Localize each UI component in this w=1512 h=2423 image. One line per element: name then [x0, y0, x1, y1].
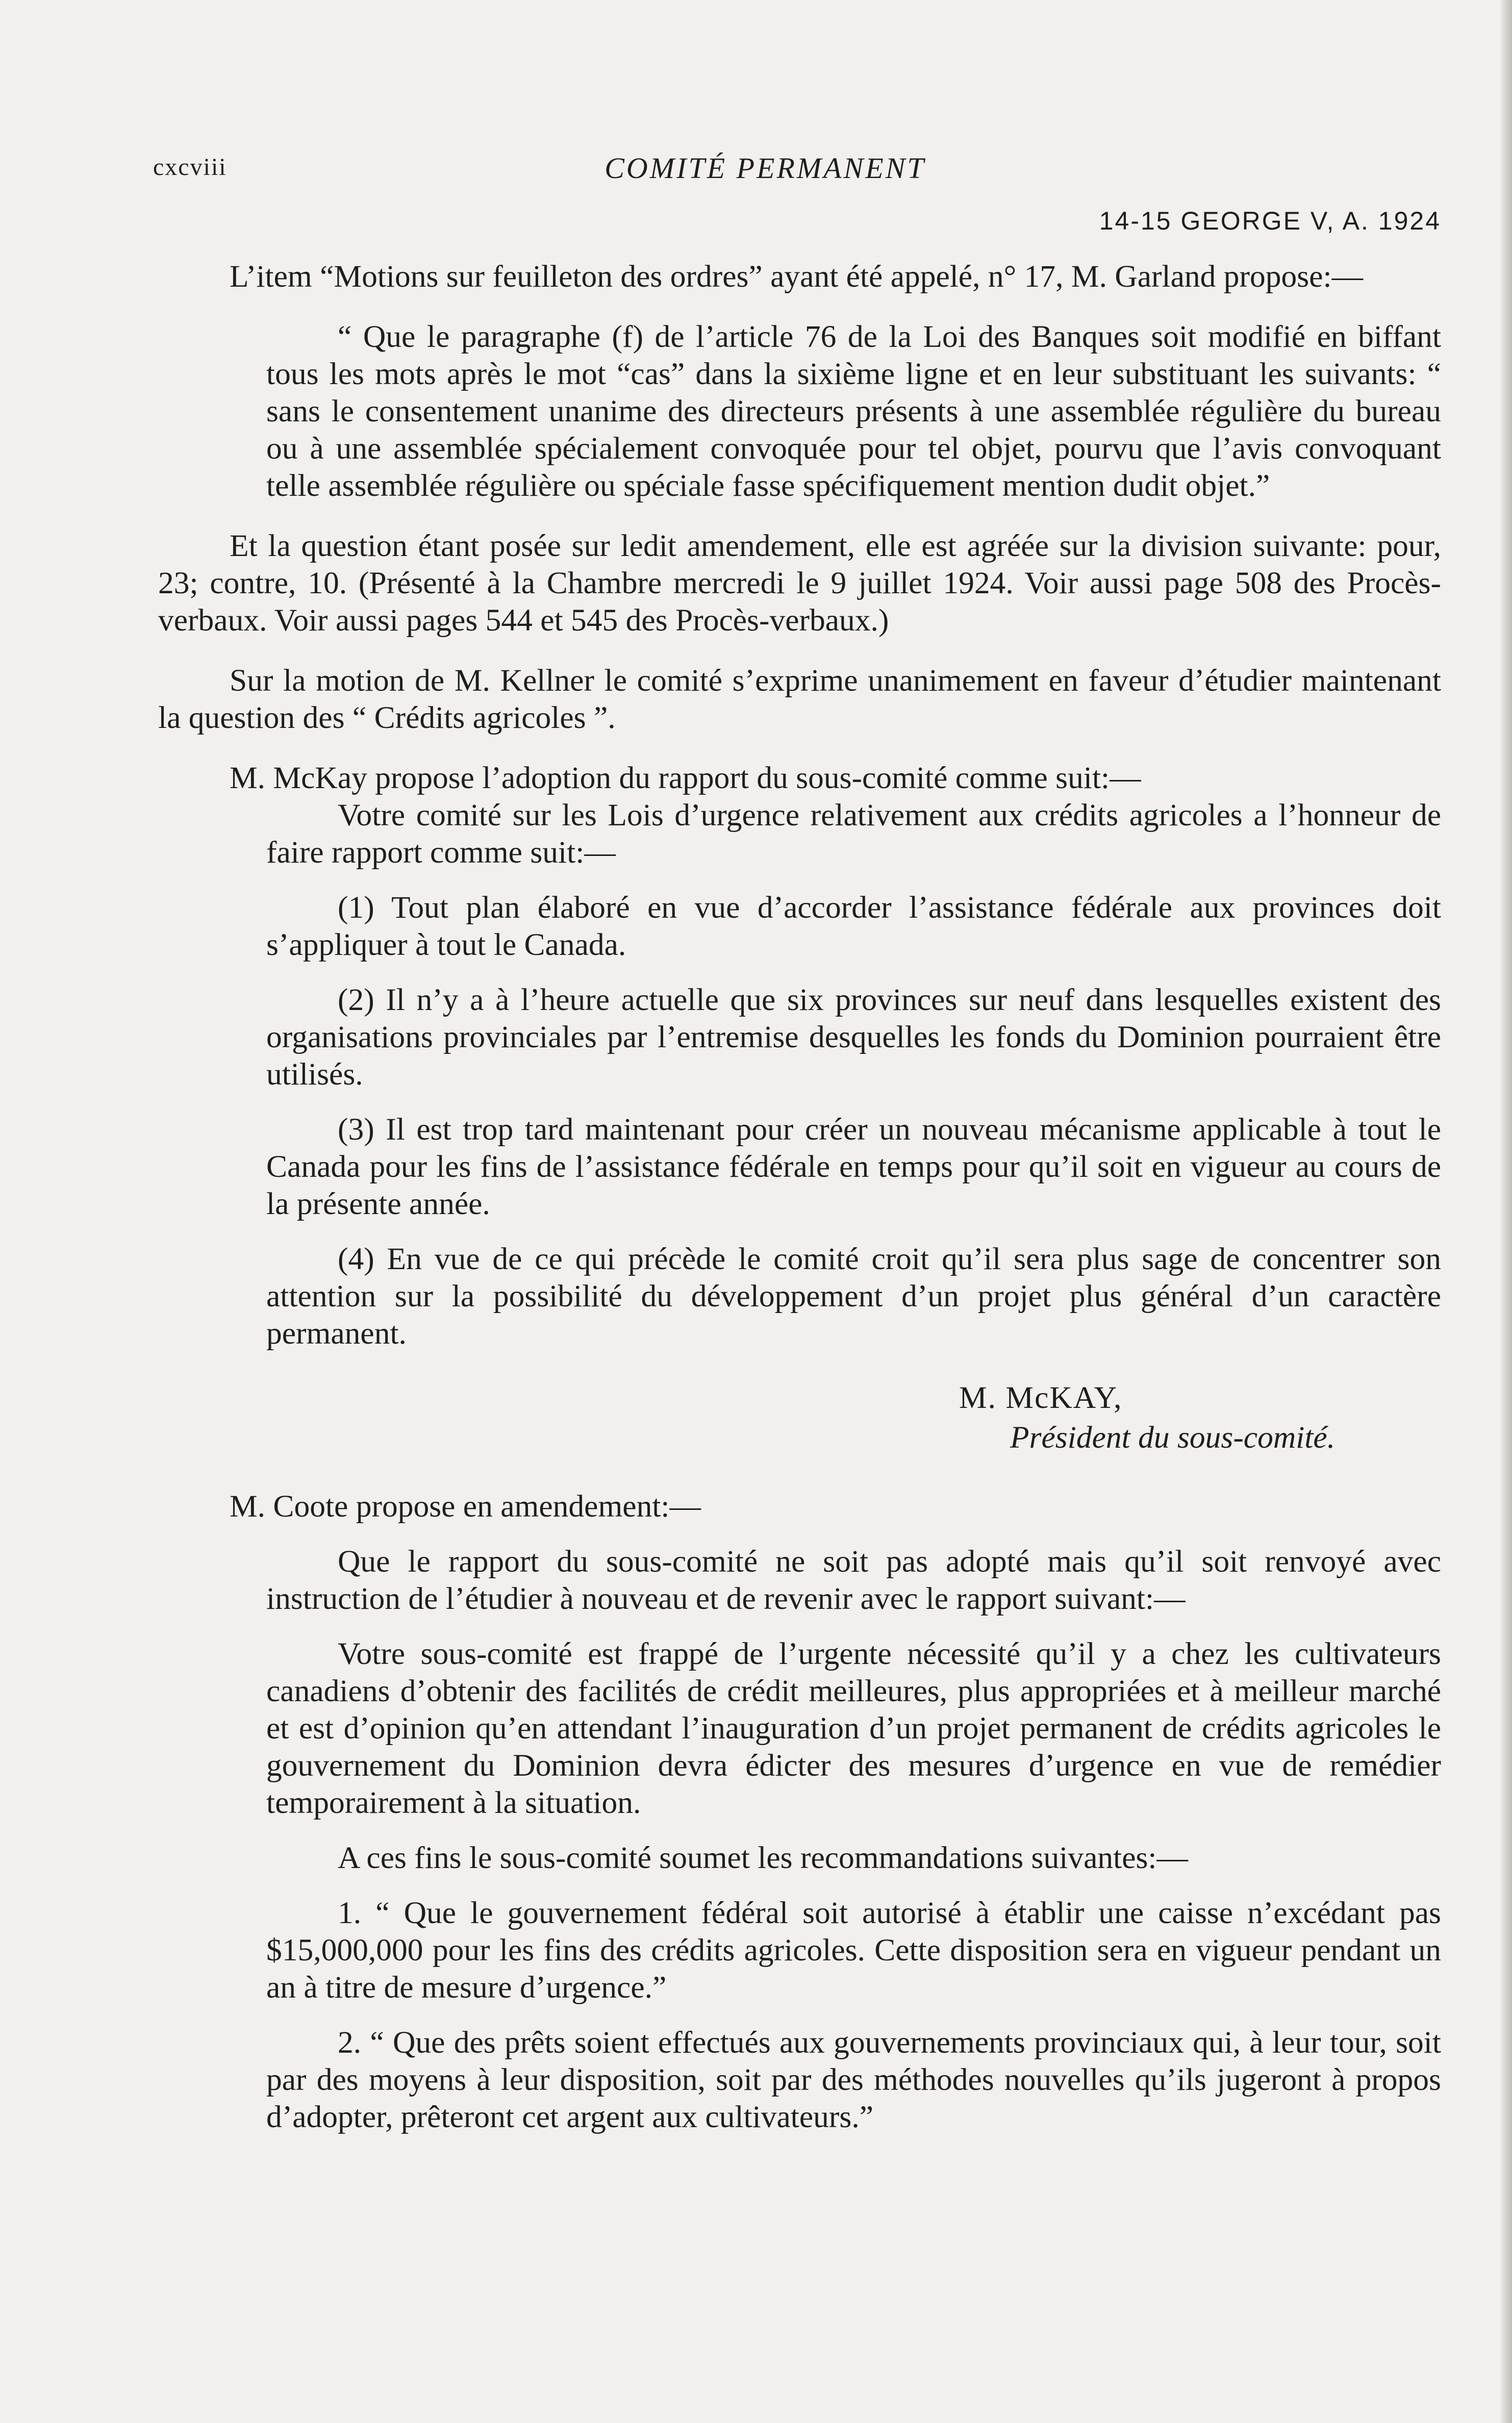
- report-intro: Votre comité sur les Lois d’urgence relativement aux crédits agricoles a l’honneur de faire rapport comme suit:—: [266, 798, 1441, 870]
- report-item-1: (1) Tout plan élaboré en vue d’accorder l’assistance fédérale aux provinces doit s’appliquer à tout le Canada.: [266, 890, 1441, 962]
- signature-title: Président du sous-comité.: [1010, 1420, 1335, 1455]
- recommendation-1: 1. “ Que le gouvernement fédéral soit autorisé à établir une caisse n’excédant pas $15,000,000 pour les fins des crédits agricoles. Cette disposition sera en vigueur pendant un an à titre de mesure d’urgence.”: [266, 1896, 1441, 2005]
- signature-name: M. McKAY,: [959, 1380, 1123, 1415]
- paragraph-motion-garland: L’item “Motions sur feuilleton des ordres” ayant été appelé, n° 17, M. Garland propose:—: [230, 259, 1364, 294]
- paragraph-mckay-proposal: M. McKay propose l’adoption du rapport du sous-comité comme suit:—: [230, 761, 1141, 795]
- recommendation-2: 2. “ Que des prêts soient effectués aux gouvernements provinciaux qui, à leur tour, soit par des moyens à leur disposition, soit par des méthodes nouvelles qu’ils jugeront à propos d’adopter, prêteront cet argent aux cultivateurs.”: [266, 2025, 1441, 2134]
- report-item-3: (3) Il est trop tard maintenant pour créer un nouveau mécanisme applicable à tout le Canada pour les fins de l’assistance fédérale en temps pour qu’il soit en vigueur au cours de la présente année.: [266, 1112, 1441, 1221]
- document-body: [158, 258, 1441, 2136]
- recommendations-intro: A ces fins le sous-comité soumet les recommandations suivantes:—: [338, 1840, 1189, 1875]
- page-number: cxcviii: [153, 154, 227, 181]
- report-item-4: (4) En vue de ce qui précède le comité croit qu’il sera plus sage de concentrer son attention sur la possibilité du développement d’un projet plus général d’un caractère permanent.: [266, 1242, 1441, 1351]
- paragraph-vote-result: Et la question étant posée sur ledit amendement, elle est agréée sur la division suivante: pour, 23; contre, 10. (Présenté à la Chambre mercredi le 9 juillet 1924. Voir aussi page 508 des Procès-verbaux. Voir aussi pages 544 et 545 des Procès-verbaux.): [158, 528, 1441, 638]
- page-edge: [1501, 0, 1512, 2423]
- running-date: 14-15 GEORGE V, A. 1924: [1099, 207, 1441, 235]
- running-title: COMITÉ PERMANENT: [604, 152, 926, 185]
- subcommittee-report: Votre sous-comité est frappé de l’urgente nécessité qu’il y a chez les cultivateurs canadiens d’obtenir des facilités de crédit meilleures, plus appropriées et à meilleur marché et est d’opinion qu’en attendant l’inauguration d’un projet permanent de crédits agricoles le gouvernement du Dominion devra édicter des mesures d’urgence en vue de remédier temporairement à la situation.: [266, 1636, 1441, 1820]
- amendment-text: Que le rapport du sous-comité ne soit pas adopté mais qu’il soit renvoyé avec instruction de l’étudier à nouveau et de revenir avec le rapport suivant:—: [266, 1544, 1441, 1616]
- signature-block: [959, 1378, 1441, 1457]
- paragraph-coote-amendment: M. Coote propose en amendement:—: [230, 1489, 701, 1524]
- paragraph-kellner-motion: Sur la motion de M. Kellner le comité s’exprime unanimement en faveur d’étudier maintenant la question des “ Crédits agricoles ”.: [158, 663, 1441, 735]
- report-item-2: (2) Il n’y a à l’heure actuelle que six provinces sur neuf dans lesquelles existent des organisations provinciales par l’entremise desquelles les fonds du Dominion pourraient être utilisés.: [266, 982, 1441, 1092]
- quoted-amendment: “ Que le paragraphe (f) de l’article 76 de la Loi des Banques soit modifié en biffant tous les mots après le mot “cas” dans la sixième ligne et en leur substituant les suivants: “ sans le consentement unanime des directeurs présents à une assemblée régulière du bureau ou à une assemblée spécialement convoquée pour tel objet, pourvu que l’avis convoquant telle assemblée régulière ou spéciale fasse spécifiquement mention dudit objet.”: [266, 319, 1441, 503]
